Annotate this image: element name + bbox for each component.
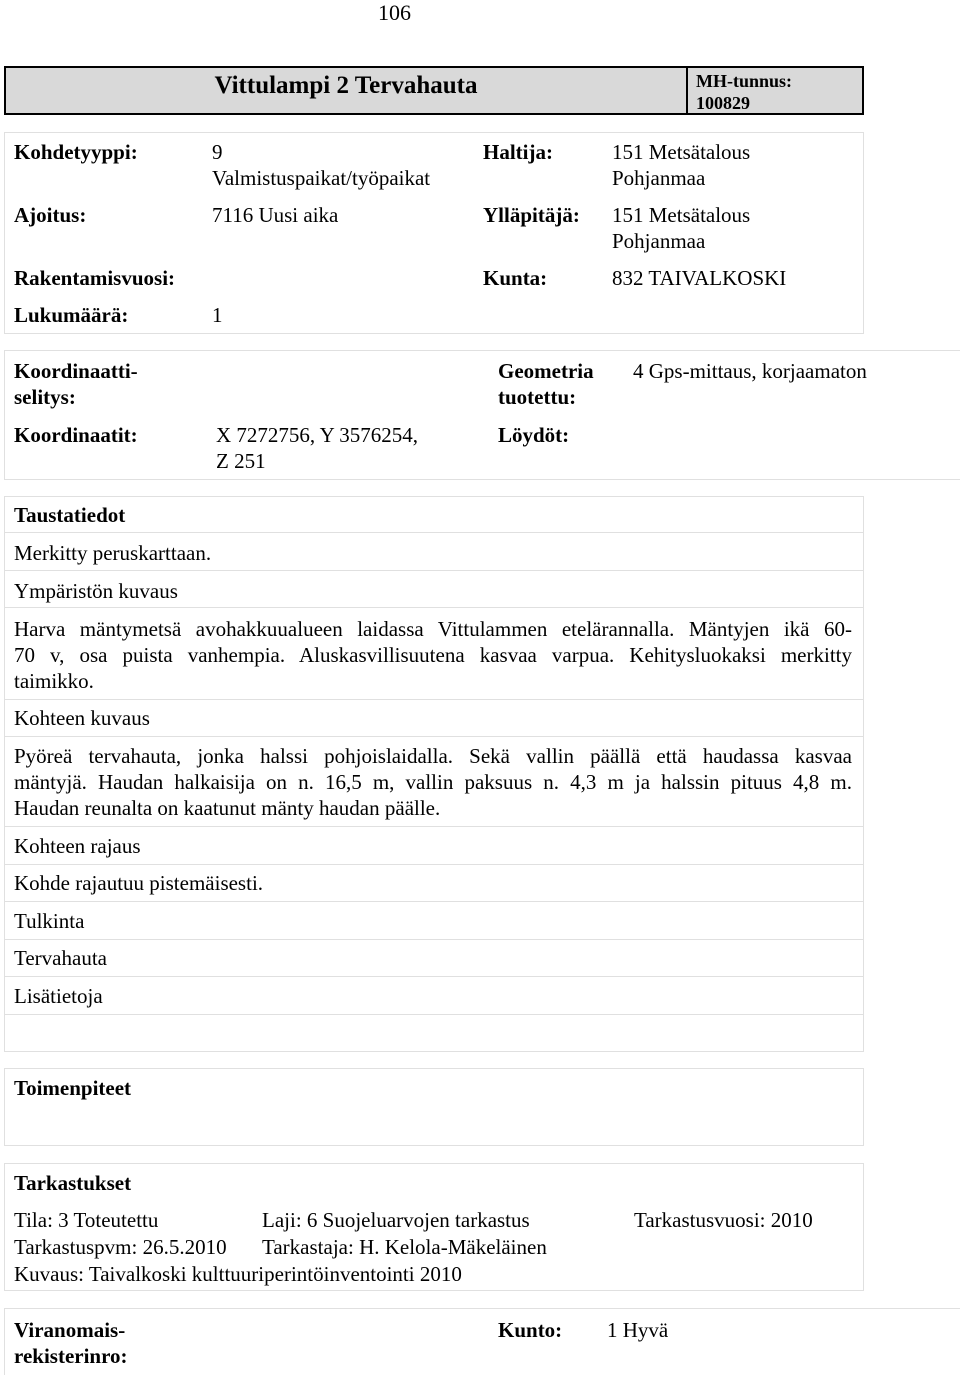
ymparisto-text (14, 616, 852, 694)
lukumaara-label: Lukumäärä: (14, 303, 129, 327)
kohteen-kuvaus-heading: Kohteen kuvaus (14, 706, 150, 730)
loydot-label: Löydöt: (498, 423, 570, 447)
tulkinta-heading: Tulkinta (14, 909, 85, 933)
viranomaisrekisterinro-label (14, 1317, 128, 1369)
rakentamisvuosi-label: Rakentamisvuosi: (14, 266, 176, 290)
divider (4, 826, 864, 827)
ajoitus-value: 7116 Uusi aika (212, 203, 339, 227)
geometria-value: 4 Gps-mittaus, korjaamaton (633, 359, 867, 383)
divider (4, 939, 864, 940)
divider (4, 532, 864, 533)
toimenpiteet-heading: Toimenpiteet (14, 1076, 132, 1100)
koordinaatit-value-line2: Z 251 (216, 449, 266, 473)
divider (4, 570, 864, 571)
kohteen-kuvaus-text (14, 743, 852, 821)
tarkastus-tila: Tila: 3 Toteutettu (14, 1208, 159, 1232)
haltija-value-line1: 151 Metsätalous (612, 140, 751, 164)
ymparisto-line2: 70 v, osa puista vanhempia. Aluskasvillisuutena kasvaa varpua. Kehitysluokaksi merkitty (14, 643, 852, 667)
divider (4, 607, 864, 608)
kohteen-kuvaus-line1: Pyöreä tervahauta, jonka halssi pohjoislaidalla. Sekä vallin päällä että haudassa kasvaa (14, 744, 852, 768)
koordinaatit-value-line1: X 7272756, Y 3576254, (216, 423, 419, 447)
kohdetyyppi-label: Kohdetyyppi: (14, 140, 138, 164)
geometria-label (498, 358, 594, 410)
koordinaattiselitys-label-line1: Koordinaatti- (14, 359, 138, 383)
page-title: Vittulampi 2 Tervahauta (214, 72, 478, 99)
divider (4, 976, 864, 977)
page-number: 106 (378, 0, 411, 25)
divider (4, 699, 864, 700)
mh-tunnus (696, 70, 792, 114)
lisatietoja-heading: Lisätietoja (14, 984, 103, 1008)
geometria-label-line2: tuotettu: (498, 385, 577, 409)
title-divider (686, 68, 688, 113)
viranomais-label-line1: Viranomais- (14, 1318, 126, 1342)
haltija-value (612, 139, 750, 191)
ymparisto-heading: Ympäristön kuvaus (14, 579, 178, 603)
koordinaatit-value (216, 422, 418, 474)
divider (4, 864, 864, 865)
toimenpiteet-box (4, 1068, 864, 1146)
koordinaattiselitys-label-line2: selitys: (14, 385, 76, 409)
yllapitaja-value-line2: Pohjanmaa (612, 229, 706, 253)
ymparisto-line1: Harva mäntymetsä avohakkuualueen laidassa Vittulammen etelärannalla. Mäntyjen ikä 60- (14, 617, 852, 641)
title-bar (4, 66, 864, 115)
ajoitus-label: Ajoitus: (14, 203, 87, 227)
yllapitaja-label: Ylläpitäjä: (483, 203, 580, 227)
koordinaatit-label: Koordinaatit: (14, 423, 138, 447)
divider (4, 901, 864, 902)
kohteen-kuvaus-line3: Haudan reunalta on kaatunut mänty haudan päälle. (14, 796, 441, 820)
tulkinta-text: Tervahauta (14, 946, 107, 970)
kohteen-kuvaus-line2: mäntyjä. Haudan halkaisija on n. 16,5 m, vallin paksuus n. 4,3 m ja halssin pituus 4,8 m. (14, 770, 852, 794)
tarkastus-laji: Laji: 6 Suojeluarvojen tarkastus (262, 1208, 530, 1232)
yllapitaja-value-line1: 151 Metsätalous (612, 203, 751, 227)
tarkastuspvm: Tarkastuspvm: 26.5.2010 (14, 1235, 227, 1259)
mh-tunnus-label: MH-tunnus: (696, 71, 793, 91)
kohteen-rajaus-text: Kohde rajautuu pistemäisesti. (14, 871, 264, 895)
kunto-label: Kunto: (498, 1318, 563, 1342)
viranomais-label-line2: rekisterinro: (14, 1344, 128, 1368)
divider (4, 1014, 864, 1015)
kohdetyyppi-value (212, 139, 430, 191)
haltija-value-line2: Pohjanmaa (612, 166, 706, 190)
kohdetyyppi-value-line1: 9 (212, 140, 223, 164)
kunta-value: 832 TAIVALKOSKI (612, 266, 787, 290)
taustatiedot-heading: Taustatiedot (14, 503, 126, 527)
footer-box (4, 1308, 960, 1375)
kunto-value: 1 Hyvä (607, 1318, 669, 1342)
mh-tunnus-value: 100829 (696, 93, 750, 113)
tarkastaja: Tarkastaja: H. Kelola-Mäkeläinen (262, 1235, 547, 1259)
divider (4, 736, 864, 737)
haltija-label: Haltija: (483, 140, 553, 164)
lukumaara-value: 1 (212, 303, 223, 327)
geometria-label-line1: Geometria (498, 359, 594, 383)
taustatiedot-text: Merkitty peruskarttaan. (14, 541, 212, 565)
kunta-label: Kunta: (483, 266, 548, 290)
kohdetyyppi-value-line2: Valmistuspaikat/työpaikat (212, 166, 431, 190)
ymparisto-line3: taimikko. (14, 669, 94, 693)
yllapitaja-value (612, 202, 750, 254)
tarkastusvuosi: Tarkastusvuosi: 2010 (634, 1208, 813, 1232)
koordinaattiselitys-label (14, 358, 138, 410)
tarkastus-kuvaus: Kuvaus: Taivalkoski kulttuuriperintöinventointi 2010 (14, 1262, 462, 1286)
tarkastukset-heading: Tarkastukset (14, 1171, 132, 1195)
kohteen-rajaus-heading: Kohteen rajaus (14, 834, 141, 858)
